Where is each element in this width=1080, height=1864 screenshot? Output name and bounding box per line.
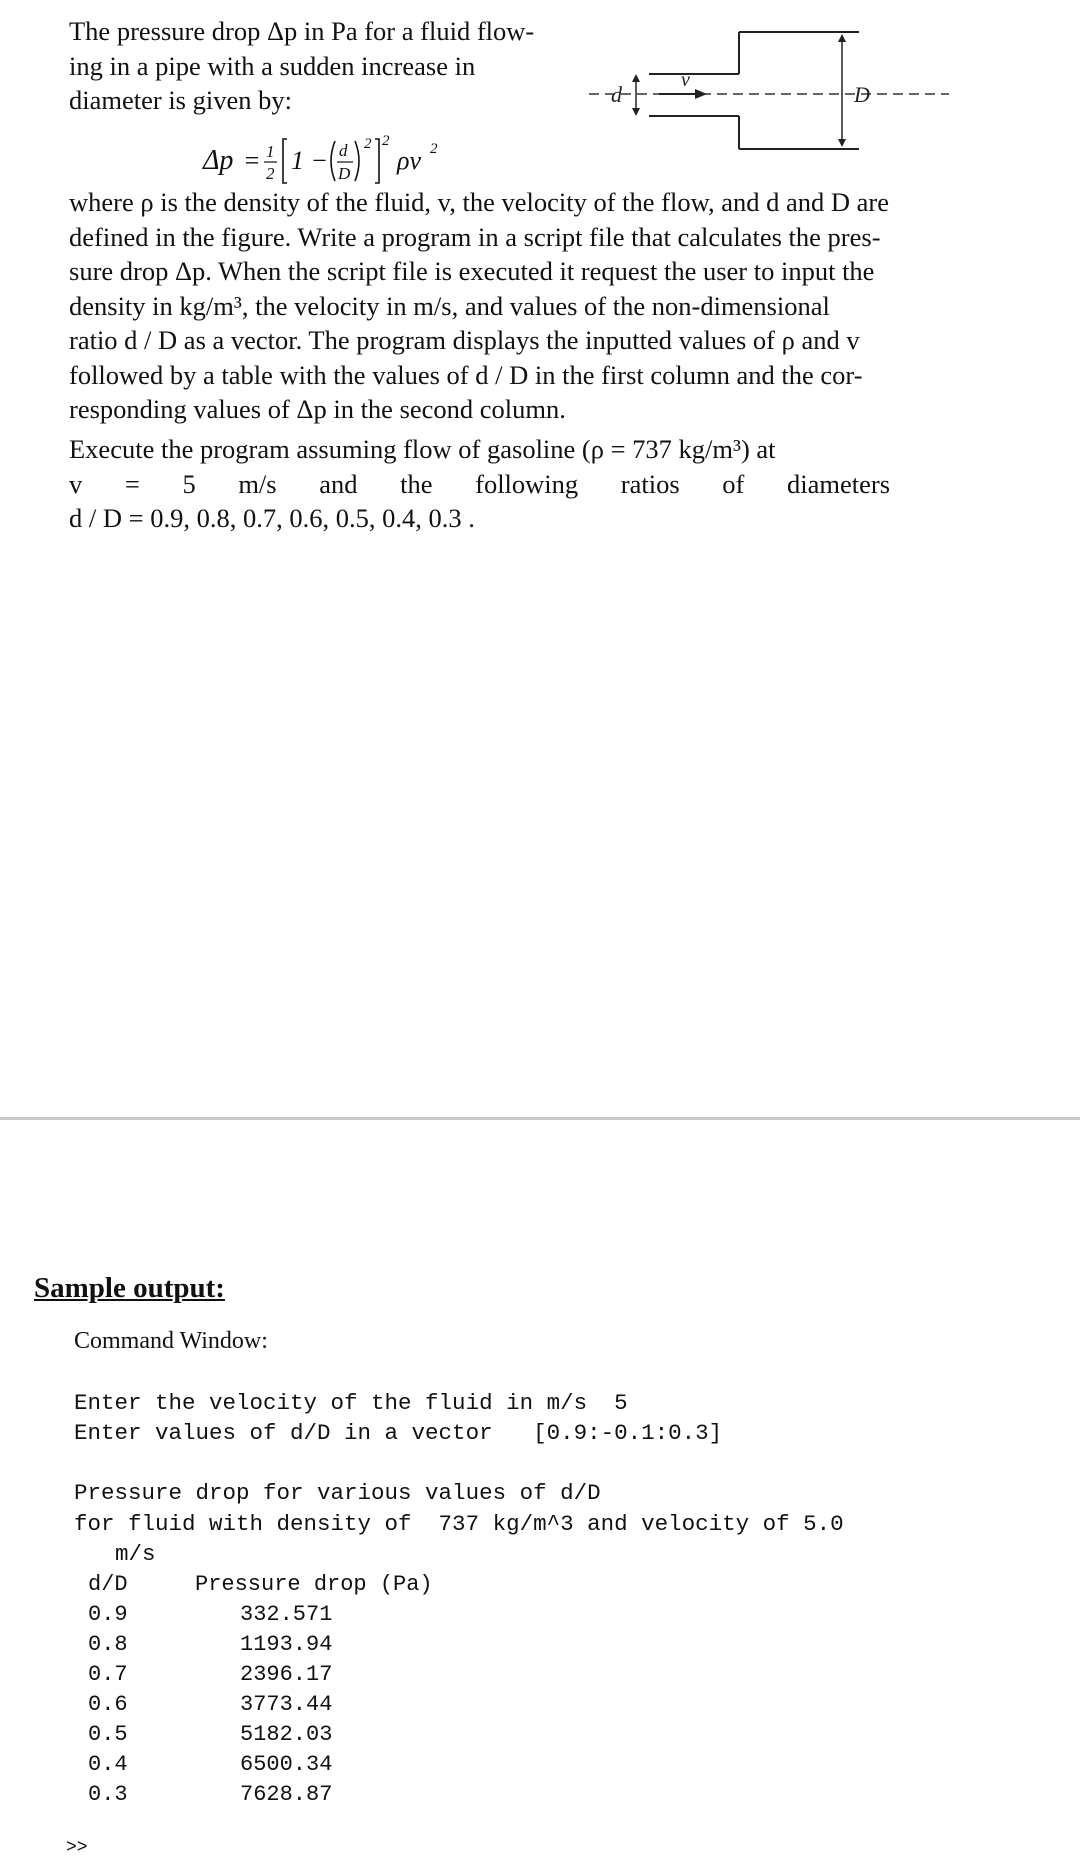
problem-intro [69,14,574,118]
intro-line: ing in a pipe with a sudden increase in [69,50,476,81]
formula-rho-v: ρv [397,146,422,175]
figure-label-D: D [854,82,870,107]
table-cell-pressure: 6500.34 [240,1752,333,1777]
formula-inner-exp: 2 [364,136,372,152]
output-header-line: Pressure drop for various values of d/D [74,1480,601,1506]
table-cell-pressure: 1193.94 [240,1632,333,1657]
intro-line: The pressure drop Δp in Pa for a fluid flow- [69,16,535,46]
problem-paragraph-1 [69,185,931,427]
intro-line: diameter is given by: [69,85,292,115]
table-cell-pressure: 7628.87 [240,1782,333,1807]
paragraph-line: defined in the figure. Write a program in a script file that calculates the pres- [69,221,881,252]
paragraph-line: v = 5 m/s and the following ratios of diameters [69,468,891,499]
command-window-label: Command Window: [74,1328,268,1354]
prompt-velocity: Enter the velocity of the fluid in m/s 5 [74,1390,628,1416]
table-cell-pressure: 332.571 [240,1602,333,1627]
paragraph-line: responding values of Δp in the second column. [69,394,566,424]
paragraph-line: ratio d / D as a vector. The program displays the inputted values of ρ and v [69,325,860,355]
table-cell-pressure: 5182.03 [240,1722,333,1747]
formula-equals: = [243,146,261,175]
formula-ratio-den: D [338,164,351,183]
paragraph-line: density in kg/m³, the velocity in m/s, and values of the non-dimensional [69,290,830,321]
formula-v-exp: 2 [430,141,438,157]
paragraph-line: Execute the program assuming flow of gasoline (ρ = 737 kg/m³) at [69,434,776,464]
output-header-line: m/s [88,1541,156,1567]
table-header-dD: d/D [88,1572,128,1597]
formula-graphic [201,131,461,191]
table-cell-ratio: 0.3 [88,1782,128,1807]
figure-label-d: d [611,82,622,107]
section-divider [0,1117,1080,1120]
formula-ratio-num: d [339,141,348,160]
formula-half-den: 2 [266,164,275,183]
paragraph-line: where ρ is the density of the fluid, v, the velocity of the flow, and d and D are [69,187,890,217]
table-cell-pressure: 2396.17 [240,1662,333,1687]
problem-statement [69,14,931,533]
command-prompt[interactable]: >> [66,1838,88,1858]
paragraph-line: sure drop Δp. When the script file is executed it request the user to input the [69,256,875,286]
table-cell-pressure: 3773.44 [240,1692,333,1717]
formula-half-num: 1 [266,142,275,161]
table-cell-ratio: 0.6 [88,1692,128,1717]
problem-paragraph-2 [69,432,931,536]
sample-output-title: Sample output: [34,1272,225,1304]
pipe-expansion-figure [589,24,949,154]
table-header-pressure: Pressure drop (Pa) [195,1572,433,1597]
paragraph-line: followed by a table with the values of d / D in the first column and the cor- [69,359,863,390]
output-header-line: for fluid with density of 737 kg/m^3 and velocity of 5.0 [74,1511,844,1537]
formula-outer-exp: 2 [382,133,390,149]
paragraph-line: d / D = 0.9, 0.8, 0.7, 0.6, 0.5, 0.4, 0.3 . [69,503,475,533]
prompt-ratio: Enter values of d/D in a vector [0.9:-0.1:0.3] [74,1420,723,1446]
table-cell-ratio: 0.5 [88,1722,128,1747]
formula-one-minus: 1 − [291,146,329,175]
table-cell-ratio: 0.9 [88,1602,128,1627]
table-cell-ratio: 0.8 [88,1632,128,1657]
table-cell-ratio: 0.7 [88,1662,128,1687]
figure-label-v: v [681,69,690,91]
table-cell-ratio: 0.4 [88,1752,128,1777]
formula-lhs: Δp [203,145,234,176]
